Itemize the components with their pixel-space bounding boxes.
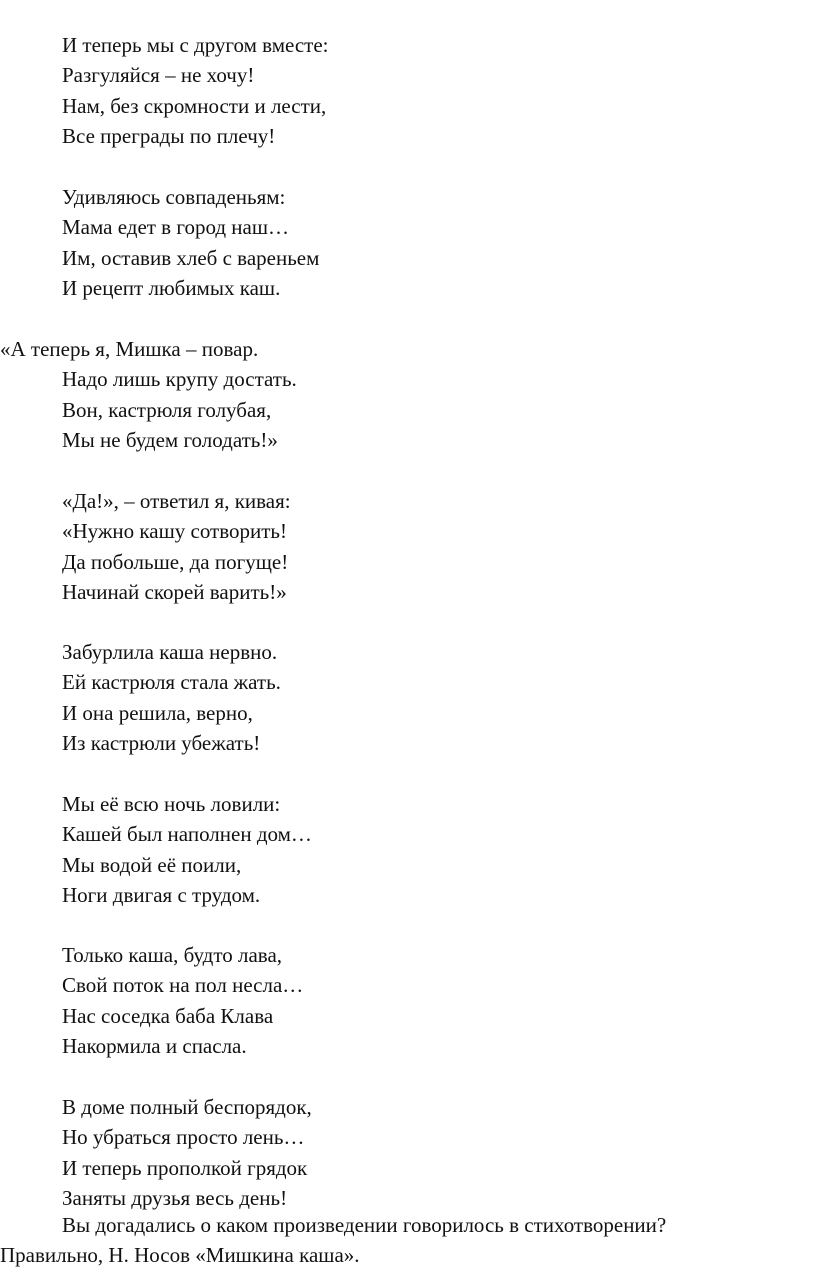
poem-line: Мы не будем голодать!» [62, 427, 278, 452]
poem-line: Ноги двигая с трудом. [62, 882, 261, 907]
stanza-1 [62, 30, 329, 151]
stanza-6 [62, 789, 312, 910]
poem-line: Заняты друзья весь день! [62, 1185, 288, 1210]
closing-answer: Правильно, Н. Носов «Мишкина каша». [0, 1243, 360, 1268]
poem-line: Начинай скорей варить!» [62, 579, 287, 604]
poem-line: Вон, кастрюля голубая, [62, 397, 272, 422]
poem-line: Нам, без скромности и лести, [62, 93, 327, 118]
poem-line: «Нужно кашу сотворить! [62, 519, 287, 544]
poem-line: Мы её всю ночь ловили: [62, 792, 281, 816]
poem-line: Из кастрюли убежать! [62, 730, 261, 755]
poem-line: Да побольше, да погуще! [62, 549, 289, 574]
stanza-3 [0, 334, 297, 455]
poem-line: Им, оставив хлеб с вареньем [62, 245, 320, 270]
poem-line: Ей кастрюля стала жать. [62, 670, 281, 695]
stanza-7 [62, 940, 303, 1061]
poem-line: Накормила и спасла. [62, 1033, 247, 1058]
closing-paragraph [0, 1210, 816, 1271]
poem-line: В доме полный беспорядок, [62, 1095, 312, 1119]
poem-line: «А теперь я, Мишка – повар. [0, 337, 259, 361]
poem-line: И она решила, верно, [62, 700, 253, 725]
poem-line: Но убраться просто лень… [62, 1125, 305, 1150]
poem-line: И рецепт любимых каш. [62, 275, 281, 300]
poem-line: «Да!», – ответил я, кивая: [62, 489, 291, 513]
stanza-5 [62, 637, 281, 758]
poem-line: Кашей был наполнен дом… [62, 822, 312, 847]
poem-line: Надо лишь крупу достать. [62, 367, 297, 392]
poem-line: Мы водой её поили, [62, 852, 242, 877]
poem-line: Забурлила каша нервно. [62, 640, 278, 664]
poem-line: Мама едет в город наш… [62, 215, 290, 240]
poem-line: И теперь прополкой грядок [62, 1155, 308, 1180]
closing-question: Вы догадались о каком произведении говорилось в стихотворении? [62, 1213, 667, 1237]
stanza-2 [62, 182, 319, 303]
poem-line: Только каша, будто лава, [62, 943, 283, 967]
poem-line: И теперь мы с другом вместе: [62, 33, 329, 57]
poem-line: Нас соседка баба Клава [62, 1003, 274, 1028]
stanza-4 [62, 486, 291, 607]
poem-line: Разгуляйся – не хочу! [62, 63, 255, 88]
poem-line: Удивляюсь совпаденьям: [62, 185, 286, 209]
poem-line: Свой поток на пол несла… [62, 973, 304, 998]
poem-line: Все преграды по плечу! [62, 123, 276, 148]
stanza-8 [62, 1092, 312, 1213]
